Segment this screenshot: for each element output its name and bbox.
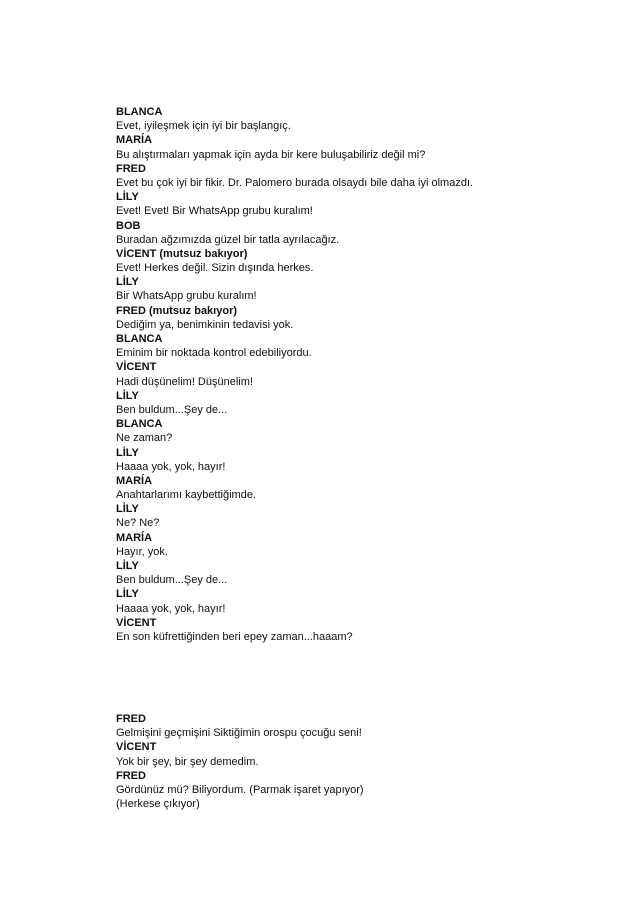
dialogue-line: Ne? Ne? bbox=[116, 517, 160, 530]
speaker-name: VİCENT (mutsuz bakıyor) bbox=[116, 247, 248, 260]
dialogue-line: Hadi düşünelim! Düşünelim! bbox=[116, 375, 253, 388]
dialogue-line: Evet! Herkes değil. Sizin dışında herkes. bbox=[116, 262, 314, 275]
speaker-name: BLANCA bbox=[116, 418, 163, 431]
speaker-name: VİCENT bbox=[116, 616, 157, 629]
speaker-name: FRED bbox=[116, 769, 146, 782]
speaker-name: VİCENT bbox=[116, 361, 157, 374]
speaker-name: VİCENT bbox=[116, 741, 157, 754]
stage-direction: (Herkese çıkıyor) bbox=[116, 798, 200, 811]
dialogue-line: Haaaa yok, yok, hayır! bbox=[116, 602, 226, 615]
dialogue-line: Anahtarlarımı kaybettiğimde. bbox=[116, 489, 257, 502]
speaker-name: FRED (mutsuz bakıyor) bbox=[116, 304, 238, 317]
speaker-name: LİLY bbox=[116, 588, 139, 601]
dialogue-line: Evet! Evet! Bir WhatsApp grubu kuralım! bbox=[116, 205, 313, 218]
dialogue-line: Hayır, yok. bbox=[116, 545, 168, 558]
dialogue-line: Evet, iyileşmek için iyi bir başlangıç. bbox=[116, 120, 291, 133]
speaker-name: MARÍA bbox=[116, 474, 153, 487]
dialogue-line: Gördünüz mü? Biliyordum. (Parmak işaret yapıyor) bbox=[116, 783, 364, 796]
speaker-name: LİLY bbox=[116, 503, 139, 516]
speaker-name: MARÍA bbox=[116, 531, 153, 544]
dialogue-line: En son küfrettiğinden beri epey zaman...haaam? bbox=[116, 630, 353, 643]
dialogue-line: Bir WhatsApp grubu kuralım! bbox=[116, 290, 257, 303]
speaker-name: LİLY bbox=[116, 276, 139, 289]
dialogue-line: Gelmişini geçmişini Siktiğimin orospu çocuğu seni! bbox=[116, 727, 362, 740]
speaker-name: BLANCA bbox=[116, 106, 163, 118]
speaker-name: FRED bbox=[116, 713, 146, 725]
dialogue-line: Buradan ağzımızda güzel bir tatla ayrılacağız. bbox=[116, 233, 340, 246]
speaker-name: LİLY bbox=[116, 446, 139, 459]
dialogue-line: Dediğim ya, benimkinin tedavisi yok. bbox=[116, 318, 294, 331]
speaker-name: MARÍA bbox=[116, 134, 153, 147]
dialogue-line: Bu alıştırmaları yapmak için ayda bir kere buluşabiliriz değil mi? bbox=[116, 148, 426, 161]
speaker-name: LİLY bbox=[116, 560, 139, 572]
dialogue-line: Ben buldum...Şey de... bbox=[116, 574, 228, 587]
dialogue-line: Haaaa yok, yok, hayır! bbox=[116, 460, 226, 473]
speaker-name: LİLY bbox=[116, 389, 139, 402]
dialogue-line: Ne zaman? bbox=[116, 432, 173, 445]
speaker-name: BLANCA bbox=[116, 333, 163, 345]
speaker-name: LİLY bbox=[116, 191, 139, 204]
speaker-name: FRED bbox=[116, 162, 146, 175]
dialogue-line: Yok bir şey, bir şey demedim. bbox=[116, 755, 259, 768]
dialogue-line: Eminim bir noktada kontrol edebiliyordu. bbox=[116, 347, 312, 360]
speaker-name: BOB bbox=[116, 219, 141, 232]
script-block-2 bbox=[116, 712, 596, 811]
dialogue-line: Evet bu çok iyi bir fikir. Dr. Palomero burada olsaydı bile daha iyi olmazdı. bbox=[116, 176, 474, 189]
dialogue-line: Ben buldum...Şey de... bbox=[116, 403, 228, 416]
script-block-1 bbox=[116, 105, 596, 644]
